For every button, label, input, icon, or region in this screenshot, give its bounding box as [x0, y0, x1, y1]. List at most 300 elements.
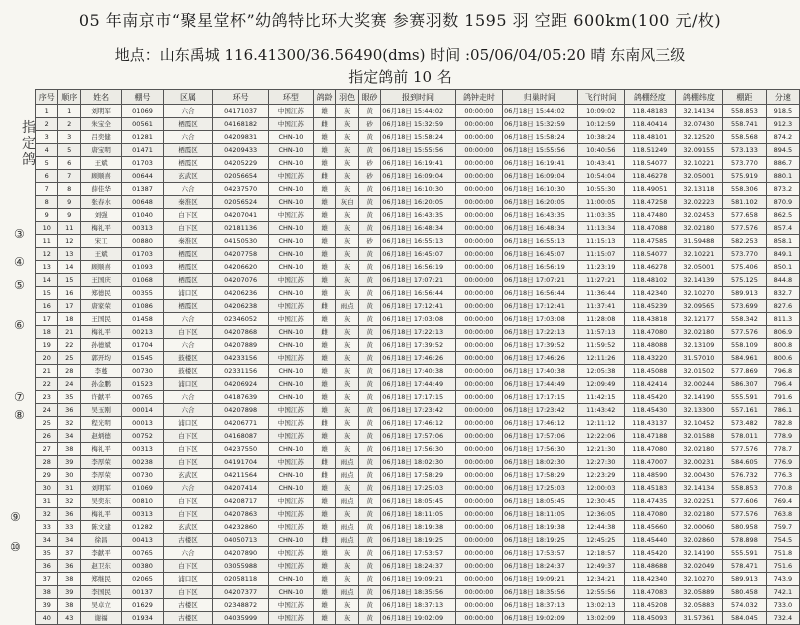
table-cell: 733.0 [766, 599, 799, 612]
table-cell: 796.4 [766, 378, 799, 391]
table-cell: 砂 [358, 118, 380, 131]
table-cell: 32 [36, 508, 58, 521]
table-cell: 118.45239 [624, 300, 675, 313]
table-cell: 12:30:45 [577, 495, 624, 508]
table-cell: 13:02:09 [577, 612, 624, 625]
table-cell: 灰白 [336, 196, 358, 209]
table-cell: 11:15:13 [577, 235, 624, 248]
table-cell: 35 [36, 547, 58, 560]
table-cell: 557.161 [723, 404, 767, 417]
table-cell: 00:00:00 [455, 157, 502, 170]
table-cell: 00:00:00 [455, 547, 502, 560]
column-header: 分速 [766, 90, 799, 105]
table-cell: 9 [58, 209, 80, 222]
table-cell: 06月18日 17:57:06 [503, 430, 578, 443]
table-cell: 顾顺喜 [80, 170, 121, 183]
table-cell: CHN-10 [268, 443, 313, 456]
table-cell: 王国庆 [80, 274, 121, 287]
table-cell: 00413 [122, 534, 163, 547]
table-row [36, 560, 800, 573]
table-cell: 13 [58, 248, 80, 261]
table-cell: CHN-10 [268, 534, 313, 547]
table-cell: 31.59488 [675, 235, 722, 248]
table-cell: 3 [36, 131, 58, 144]
table-cell: 黄 [358, 248, 380, 261]
table-cell: 00:00:00 [455, 300, 502, 313]
table-cell: 灰 [336, 417, 358, 430]
table-cell: 孙德斌 [80, 339, 121, 352]
table-cell: 118.42340 [624, 287, 675, 300]
table-cell: 李献平 [80, 547, 121, 560]
table-cell: 850.1 [766, 261, 799, 274]
table-cell: 12:44:38 [577, 521, 624, 534]
table-cell: 577.576 [723, 222, 767, 235]
table-cell: 30 [58, 469, 80, 482]
table-cell: 06月18日 15:55:56 [503, 144, 578, 157]
table-cell: 589.913 [723, 287, 767, 300]
table-cell: 栖霞区 [163, 157, 213, 170]
table-cell: 雄 [313, 430, 335, 443]
table-cell: 00313 [122, 508, 163, 521]
table-cell: 02065 [122, 573, 163, 586]
table-row [36, 456, 800, 469]
table-cell: 黄 [358, 365, 380, 378]
table-cell: 00730 [122, 365, 163, 378]
table-cell: 12:23:29 [577, 469, 624, 482]
table-cell: 11:28:08 [577, 313, 624, 326]
table-cell: 10:38:24 [577, 131, 624, 144]
table-cell: 7 [58, 170, 80, 183]
table-cell: 04208717 [213, 495, 269, 508]
table-cell: 00355 [122, 287, 163, 300]
table-cell: CHN-10 [268, 482, 313, 495]
table-cell: 06月18日 17:03:08 [381, 313, 456, 326]
table-cell: 12:09:49 [577, 378, 624, 391]
table-cell: 04207868 [213, 326, 269, 339]
table-cell: 六合 [163, 404, 213, 417]
table-cell: 39 [58, 586, 80, 599]
table-cell: 黄 [358, 547, 380, 560]
table-cell: 黄 [358, 508, 380, 521]
table-cell: 12:22:06 [577, 430, 624, 443]
table-cell: 573.770 [723, 157, 767, 170]
table-row [36, 105, 800, 118]
table-cell: 06月18日 18:24:37 [381, 560, 456, 573]
table-cell: 754.5 [766, 534, 799, 547]
table-cell: 白下区 [163, 586, 213, 599]
table-cell: 06月18日 19:02:09 [381, 612, 456, 625]
table-cell: 黄 [358, 456, 380, 469]
table-cell: 118.48183 [624, 105, 675, 118]
table-cell: 00313 [122, 222, 163, 235]
table-cell: 02346052 [213, 313, 269, 326]
table-cell: 04233156 [213, 352, 269, 365]
table-cell: 灰 [336, 508, 358, 521]
table-cell: 118.47088 [624, 222, 675, 235]
column-header: 环型 [268, 90, 313, 105]
table-cell: 吕奕健 [80, 131, 121, 144]
table-cell: 118.40414 [624, 118, 675, 131]
column-header: 棚号 [122, 90, 163, 105]
table-cell: 578.471 [723, 560, 767, 573]
table-cell: 04168182 [213, 118, 269, 131]
table-cell: 12:27:30 [577, 456, 624, 469]
table-cell: 32.02180 [675, 326, 722, 339]
table-cell: 浦口区 [163, 417, 213, 430]
table-cell: 06月18日 16:09:04 [381, 170, 456, 183]
table-cell: 黄 [358, 261, 380, 274]
table-cell: 32.05001 [675, 170, 722, 183]
table-cell: 32.14190 [675, 547, 722, 560]
table-cell: 786.1 [766, 404, 799, 417]
table-cell: 00:00:00 [455, 599, 502, 612]
table-cell: 32.02453 [675, 209, 722, 222]
table-cell: 00:00:00 [455, 105, 502, 118]
table-cell: 827.6 [766, 300, 799, 313]
table-cell: 32.14190 [675, 391, 722, 404]
table-cell: 32.10452 [675, 417, 722, 430]
table-cell: 06月18日 16:45:07 [381, 248, 456, 261]
table-cell: 00:00:00 [455, 261, 502, 274]
table-cell: 32.13109 [675, 339, 722, 352]
table-cell: 32.07430 [675, 118, 722, 131]
table-cell: 04191704 [213, 456, 269, 469]
table-cell: 01545 [122, 352, 163, 365]
table-cell: 118.47435 [624, 495, 675, 508]
table-cell: 00880 [122, 235, 163, 248]
table-cell: 742.1 [766, 586, 799, 599]
table-cell: 06月18日 16:43:35 [503, 209, 578, 222]
table-cell: 02056654 [213, 170, 269, 183]
table-cell: 06月18日 15:32:59 [381, 118, 456, 131]
table-cell: 雄 [313, 105, 335, 118]
table-cell: 中国江苏 [268, 456, 313, 469]
table-cell: 10:09:02 [577, 105, 624, 118]
table-cell: 32.05889 [675, 586, 722, 599]
table-cell: 雌 [313, 300, 335, 313]
table-cell: 中国江苏 [268, 105, 313, 118]
table-cell: 01387 [122, 183, 163, 196]
table-cell: 黄 [358, 131, 380, 144]
table-cell: 00:00:00 [455, 573, 502, 586]
table-cell: 中国江苏 [268, 508, 313, 521]
table-cell: 06月18日 18:35:56 [503, 586, 578, 599]
table-cell: 雄 [313, 131, 335, 144]
table-cell: 873.2 [766, 183, 799, 196]
table-row [36, 508, 800, 521]
table-cell: 857.4 [766, 222, 799, 235]
table-cell: 00:00:00 [455, 170, 502, 183]
table-cell: 黄 [358, 586, 380, 599]
table-cell: 06月18日 17:23:42 [381, 404, 456, 417]
table-cell: 01471 [122, 144, 163, 157]
table-cell: 586.307 [723, 378, 767, 391]
table-cell: 118.45183 [624, 482, 675, 495]
table-cell: 雌 [313, 118, 335, 131]
table-cell: 雌 [313, 456, 335, 469]
table-cell: CHN-10 [268, 222, 313, 235]
table-cell: 118.47080 [624, 326, 675, 339]
table-cell: 22 [58, 339, 80, 352]
table-cell: 06月18日 16:56:19 [503, 261, 578, 274]
table-cell: 雄 [313, 196, 335, 209]
table-cell: 00:00:00 [455, 222, 502, 235]
column-header: 鸽棚经度 [624, 90, 675, 105]
column-header: 鸽钟走时 [455, 90, 502, 105]
table-body [36, 105, 800, 625]
table-cell: 黄 [358, 209, 380, 222]
column-header: 飞行时间 [577, 90, 624, 105]
table-cell: 06月18日 18:02:30 [503, 456, 578, 469]
table-cell: 砂 [358, 157, 380, 170]
table-cell: 04207758 [213, 248, 269, 261]
table-cell: 36 [58, 508, 80, 521]
column-header: 顺序 [58, 90, 80, 105]
table-row [36, 534, 800, 547]
table-cell: 6 [58, 157, 80, 170]
table-cell: 36 [58, 560, 80, 573]
table-cell: 00:00:00 [455, 339, 502, 352]
table-cell: 吴奕东 [80, 495, 121, 508]
table-cell: 00213 [122, 326, 163, 339]
table-cell: 22 [36, 378, 58, 391]
table-cell: 28 [36, 456, 58, 469]
table-cell: 18 [36, 326, 58, 339]
table-cell: 862.5 [766, 209, 799, 222]
table-cell: 844.8 [766, 274, 799, 287]
table-cell: 00:00:00 [455, 560, 502, 573]
table-cell: 06月18日 19:09:21 [503, 573, 578, 586]
table-cell: 薛佳华 [80, 183, 121, 196]
table-cell: 04209831 [213, 131, 269, 144]
table-cell: 12:55:56 [577, 586, 624, 599]
table-cell: 32.02180 [675, 222, 722, 235]
table-cell: 12:34:21 [577, 573, 624, 586]
table-cell: 32.00231 [675, 456, 722, 469]
table-cell: CHN-10 [268, 586, 313, 599]
table-cell: 01281 [122, 131, 163, 144]
table-cell: 12 [36, 248, 58, 261]
table-cell: 01458 [122, 313, 163, 326]
table-cell: 118.48688 [624, 560, 675, 573]
table-cell: 灰 [336, 131, 358, 144]
table-cell: 573.133 [723, 144, 767, 157]
table-cell: 栖霞区 [163, 144, 213, 157]
table-cell: 36 [58, 404, 80, 417]
table-cell: 雄 [313, 339, 335, 352]
table-row [36, 469, 800, 482]
table-cell: 24 [36, 404, 58, 417]
table-cell: 32.02180 [675, 508, 722, 521]
table-cell: 06月18日 17:22:13 [381, 326, 456, 339]
table-cell: 白下区 [163, 443, 213, 456]
table-cell: 雄 [313, 352, 335, 365]
table-cell: 10:55:30 [577, 183, 624, 196]
table-cell: 118.47083 [624, 586, 675, 599]
margin-mark: ⑥ [14, 318, 25, 332]
table-cell: 白下区 [163, 495, 213, 508]
table-cell: 栖霞区 [163, 118, 213, 131]
table-row [36, 157, 800, 170]
table-cell: 黄 [358, 391, 380, 404]
table-cell: 灰 [336, 547, 358, 560]
table-cell: 118.47080 [624, 443, 675, 456]
table-cell: 582.253 [723, 235, 767, 248]
table-cell: 灰 [336, 482, 358, 495]
table-cell: 雨点 [336, 534, 358, 547]
table-cell: 黄 [358, 144, 380, 157]
table-cell: 577.576 [723, 508, 767, 521]
table-cell: 06月18日 16:43:35 [381, 209, 456, 222]
table-cell: 黄 [358, 313, 380, 326]
table-cell: 黄 [358, 521, 380, 534]
table-cell: 玄武区 [163, 469, 213, 482]
table-cell: 9 [36, 209, 58, 222]
table-cell: 郭开均 [80, 352, 121, 365]
table-cell: 00313 [122, 443, 163, 456]
table-cell: 32.02860 [675, 534, 722, 547]
table-cell: 徐昌 [80, 534, 121, 547]
table-cell: 00:00:00 [455, 313, 502, 326]
table-cell: 118.45420 [624, 391, 675, 404]
table-cell: 李国民 [80, 586, 121, 599]
table-cell: 秦淮区 [163, 196, 213, 209]
table-cell: 04237570 [213, 183, 269, 196]
table-cell: 10:40:56 [577, 144, 624, 157]
table-cell: 1 [58, 105, 80, 118]
table-cell: 程光明 [80, 417, 121, 430]
column-header: 鸽龄 [313, 90, 335, 105]
table-cell: 中国江苏 [268, 170, 313, 183]
table-cell: 06月18日 17:56:30 [503, 443, 578, 456]
table-row [36, 404, 800, 417]
table-cell: 38 [58, 599, 80, 612]
table-cell: 00:00:00 [455, 612, 502, 625]
table-cell: 19 [36, 339, 58, 352]
table-cell: 04206924 [213, 378, 269, 391]
table-cell: 1 [36, 105, 58, 118]
table-cell: 梅礼平 [80, 508, 121, 521]
table-cell: 栖霞区 [163, 274, 213, 287]
table-cell: 04207898 [213, 404, 269, 417]
column-header: 报到时间 [381, 90, 456, 105]
table-cell: 577.658 [723, 209, 767, 222]
table-row [36, 118, 800, 131]
table-cell: 04150530 [213, 235, 269, 248]
table-cell: 32.05001 [675, 261, 722, 274]
table-cell: 06月18日 16:10:30 [381, 183, 456, 196]
table-cell: 796.8 [766, 365, 799, 378]
table-cell: 03055988 [213, 560, 269, 573]
table-cell: 8 [36, 196, 58, 209]
table-row [36, 248, 800, 261]
table-cell: 858.1 [766, 235, 799, 248]
table-cell: 孙金鹏 [80, 378, 121, 391]
table-cell: 558.342 [723, 313, 767, 326]
table-cell: 12:05:38 [577, 365, 624, 378]
table-cell: 灰 [336, 326, 358, 339]
table-cell: 黄 [358, 482, 380, 495]
table-cell: 32.01588 [675, 430, 722, 443]
table-cell: 黄 [358, 443, 380, 456]
table-row [36, 352, 800, 365]
table-cell: 118.49051 [624, 183, 675, 196]
table-cell: 黄 [358, 287, 380, 300]
table-cell: 吴卓立 [80, 599, 121, 612]
table-cell: 32.10270 [675, 573, 722, 586]
table-cell: 32.09155 [675, 144, 722, 157]
table-cell: 06月18日 16:09:04 [503, 170, 578, 183]
table-cell: CHN-10 [268, 248, 313, 261]
table-cell: 118.48101 [624, 131, 675, 144]
table-cell: 06月18日 16:55:13 [381, 235, 456, 248]
table-cell: 雄 [313, 222, 335, 235]
table-cell: 118.45430 [624, 404, 675, 417]
table-cell: 秦淮区 [163, 235, 213, 248]
table-cell: 中国江苏 [268, 352, 313, 365]
table-cell: 中国江苏 [268, 430, 313, 443]
table-cell: 灰 [336, 560, 358, 573]
table-cell: 灰 [336, 313, 358, 326]
table-cell: 00:00:00 [455, 183, 502, 196]
table-cell: 06月18日 18:02:30 [381, 456, 456, 469]
table-cell: 578.011 [723, 430, 767, 443]
table-cell: 06月18日 16:20:05 [503, 196, 578, 209]
table-cell: 灰 [336, 235, 358, 248]
table-cell: 中国江苏 [268, 612, 313, 625]
table-cell: 12:36:05 [577, 508, 624, 521]
table-cell: 黄 [358, 573, 380, 586]
table-cell: 浦口区 [163, 378, 213, 391]
table-cell: 06月18日 17:39:52 [503, 339, 578, 352]
table-cell: 中国江苏 [268, 404, 313, 417]
table-cell: 02181136 [213, 222, 269, 235]
table-cell: 573.770 [723, 248, 767, 261]
table-cell: 751.8 [766, 547, 799, 560]
table-cell: 栖霞区 [163, 248, 213, 261]
table-cell: 刘明军 [80, 482, 121, 495]
column-header: 眼砂 [358, 90, 380, 105]
table-cell: 33 [58, 521, 80, 534]
table-cell: 06月18日 18:19:38 [381, 521, 456, 534]
table-cell: 六合 [163, 482, 213, 495]
table-cell: 04207041 [213, 209, 269, 222]
table-cell: 832.7 [766, 287, 799, 300]
table-cell: 589.913 [723, 573, 767, 586]
table-row [36, 287, 800, 300]
table-cell: 02056524 [213, 196, 269, 209]
table-cell: 灰 [336, 144, 358, 157]
table-row [36, 573, 800, 586]
table-cell: 黄 [358, 352, 380, 365]
table-cell: 11 [36, 235, 58, 248]
handwritten-side-note: 指定鸽 [22, 120, 36, 168]
table-cell: 06月18日 15:55:56 [381, 144, 456, 157]
table-cell: CHN-10 [268, 469, 313, 482]
table-cell: CHN-10 [268, 391, 313, 404]
table-cell: 06月18日 16:48:34 [381, 222, 456, 235]
table-cell: 04206236 [213, 287, 269, 300]
table-cell: 118.43137 [624, 417, 675, 430]
table-row [36, 131, 800, 144]
table-cell: 砂 [358, 170, 380, 183]
table-cell: 06月18日 16:20:05 [381, 196, 456, 209]
table-cell: 灰 [336, 391, 358, 404]
table-cell: 12:00:03 [577, 482, 624, 495]
table-cell: 白下区 [163, 326, 213, 339]
table-cell: 575.919 [723, 170, 767, 183]
table-cell: 06月18日 16:56:44 [503, 287, 578, 300]
